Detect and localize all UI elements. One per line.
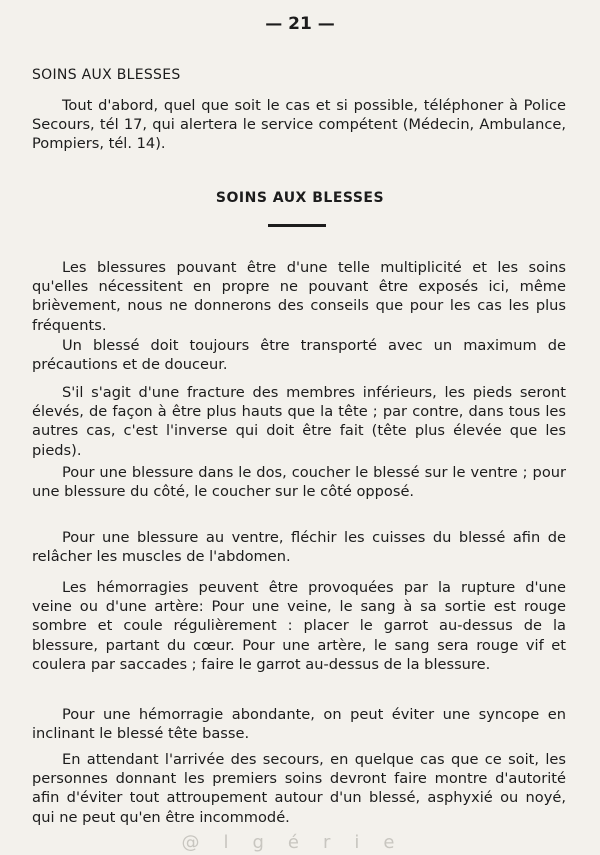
page-title: SOINS AUX BLESSES	[215, 190, 385, 206]
paragraph-2: Un blessé doit toujours être transporté avec un maximum de précautions et de douceur.	[32, 337, 566, 374]
page-number: — 21 —	[265, 14, 335, 34]
paragraph-8: En attendant l'arrivée des secours, en quelque cas que ce soit, les personnes donnant les premiers soins devront faire montre d'autorité afin d'éviter tout attroupement autour d'un blessé, asphyxié ou noyé, qui ne peut qu'en être incommodé.	[32, 751, 566, 826]
paragraph-5: Pour une blessure au ventre, fléchir les cuisses du blessé afin de relâcher les muscles de l'abdomen.	[32, 529, 566, 566]
intro-paragraph: Tout d'abord, quel que soit le cas et si possible, téléphoner à Police Secours, tél 17, qui alertera le service compétent (Médecin, Ambulance, Pompiers, tél. 14).	[32, 97, 566, 153]
paragraph-4: Pour une blessure dans le dos, coucher le blessé sur le ventre ; pour une blessure du côté, le coucher sur le côté opposé.	[32, 464, 566, 501]
paragraph-6: Les hémorragies peuvent être provoquées par la rupture d'une veine ou d'une artère: Pour une veine, le sang à sa sortie est rouge sombre et coule régulièrement : placer le garrot au-dessus de la blessure, partant du cœur. Pour une artère, le sang sera rouge vif et coulera par saccades ; faire le garrot au-dessus de la blessure.	[32, 579, 566, 673]
paragraph-3: S'il s'agit d'une fracture des membres inférieurs, les pieds seront élevés, de façon à être plus hauts que la tête ; par contre, dans tous les autres cas, c'est l'inverse qui doit être fait (tête plus élevée que les pieds).	[32, 384, 566, 459]
section-heading: SOINS AUX BLESSES	[32, 67, 181, 83]
watermark: @lgérie	[181, 832, 419, 853]
title-underline	[268, 224, 326, 227]
paragraph-1: Les blessures pouvant être d'une telle multiplicité et les soins qu'elles nécessitent en propre ne pouvant être exposés ici, même brièvement, nous ne donnerons des conseils que pour les cas les plus fréquents.	[32, 259, 566, 334]
paragraph-7: Pour une hémorragie abondante, on peut éviter une syncope en inclinant le blessé tête basse.	[32, 706, 566, 743]
